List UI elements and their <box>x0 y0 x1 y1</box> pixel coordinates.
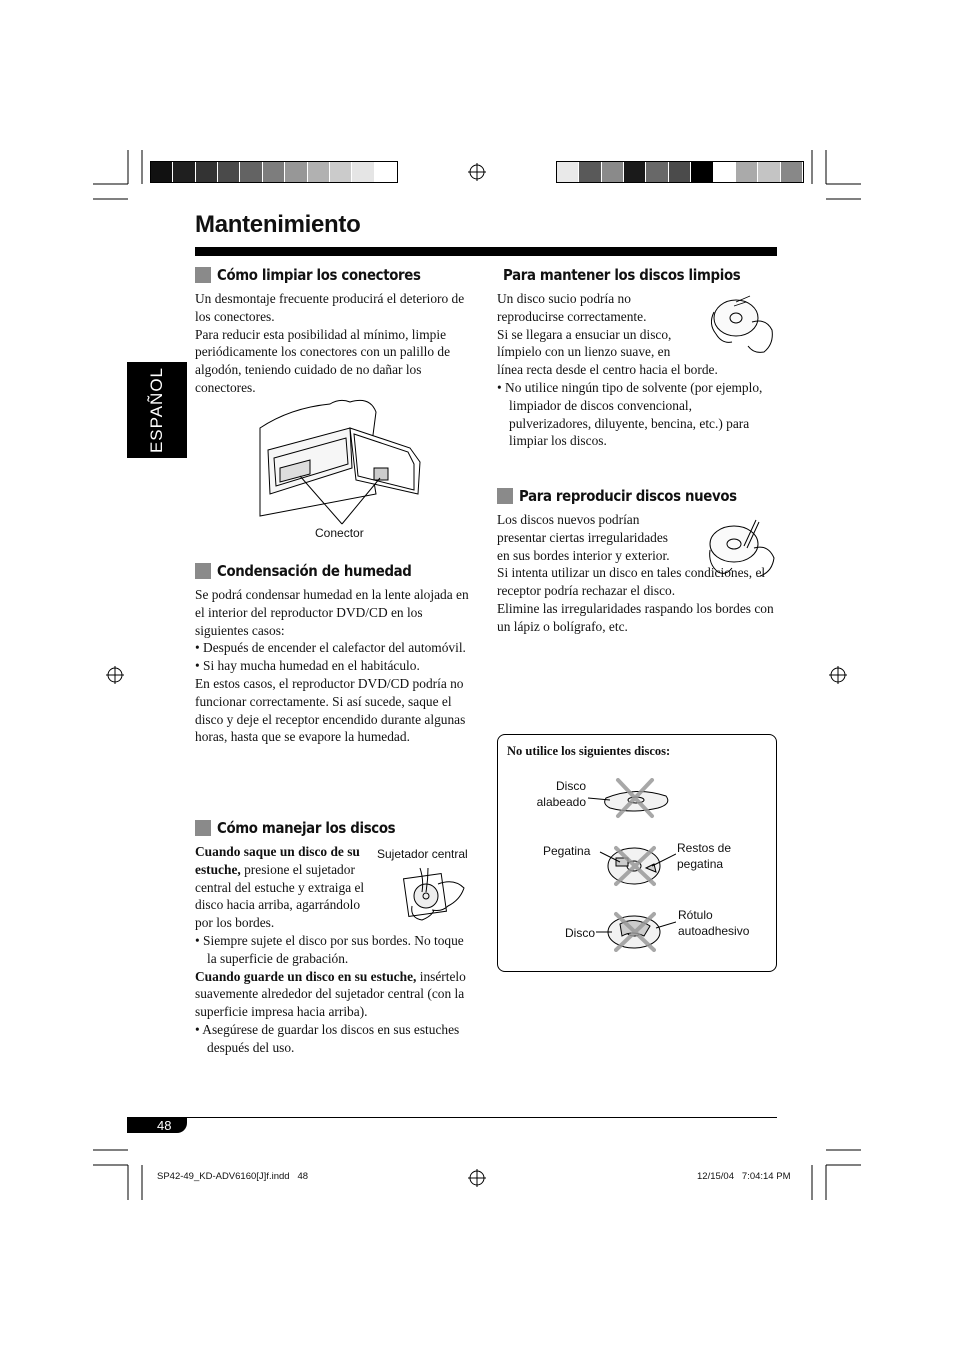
color-swatch <box>218 162 240 182</box>
paragraph-line: presentar ciertas irregularidades <box>497 529 669 545</box>
label-disco-alabeado: Disco alabeado <box>536 779 586 809</box>
heading-square-icon <box>497 488 513 504</box>
paragraph-line: límpielo con un lienzo suave, en <box>497 344 671 360</box>
disc-case-hand-illustration <box>402 866 468 924</box>
color-bar-right <box>556 161 804 183</box>
bold-lead: Cuando saque un disco de su estuche, <box>195 844 360 877</box>
heading-text: Cómo limpiar los conectores <box>217 266 421 284</box>
bad-discs-illustration <box>586 772 676 958</box>
footer-rule <box>127 1117 777 1118</box>
color-bar-left <box>150 161 398 183</box>
section-heading <box>195 562 475 580</box>
color-swatch <box>308 162 330 182</box>
paragraph: Se podrá condensar humedad en la lente alojada en el interior del reproductor DVD/CD en los siguientes casos: <box>195 587 469 638</box>
connector-illustration <box>250 398 430 526</box>
section-condensacion <box>195 562 475 746</box>
color-swatch <box>646 162 668 182</box>
paragraph-line: Si intenta utilizar un disco en tales condiciones, el receptor podría rechazar el disco. <box>497 565 766 599</box>
color-swatch <box>579 162 601 182</box>
color-swatch <box>557 162 579 182</box>
paragraph <box>195 843 370 932</box>
bullet-item: • Si hay mucha humedad en el habitáculo. <box>195 658 420 674</box>
bullet-item: • Después de encender el calefactor del automóvil. <box>195 640 466 656</box>
color-swatch <box>758 162 780 182</box>
color-swatch <box>624 162 646 182</box>
label-pegatina: Pegatina <box>543 844 591 858</box>
paragraph-text: presione el sujetador central del estuche y extraiga el disco hacia arriba, agarrándolo por los bordes. <box>195 861 365 931</box>
color-swatch <box>669 162 691 182</box>
paragraph: En estos casos, el reproductor DVD/CD podría no funcionar correctamente. Si así sucede, saque el disco y deje el receptor encendido durante algunas horas, hasta que se evapore la humedad. <box>195 675 466 745</box>
color-swatch <box>781 162 803 182</box>
title-rule <box>195 247 777 256</box>
label-restos-pegatina: Restos de pegatina <box>677 841 732 871</box>
color-swatch <box>602 162 624 182</box>
section-heading <box>195 819 475 837</box>
paragraph-line: Los discos nuevos podrían <box>497 512 640 527</box>
label-disco: Disco <box>565 926 596 940</box>
bullet-item: • No utilice ningún tipo de solvente (por ejemplo, limpiador de discos convencional, pulverizadores, diluyente, bencina, etc.) para limpiar los discos. <box>497 379 763 449</box>
paragraph-text: insértelo suavemente alrededor del sujetador central (con la superficie impresa hacia arriba). <box>195 968 466 1020</box>
heading-square-icon <box>195 563 211 579</box>
label-rotulo-autoadhesivo: Rótulo autoadhesivo <box>678 908 750 938</box>
section-heading <box>195 266 475 284</box>
paragraph: Para reducir esta posibilidad al mínimo, limpie periódicamente los conectores con un palillo de algodón, teniendo cuidado de no dañar los conectores. <box>195 326 451 395</box>
footer-timestamp: 12/15/04 7:04:14 PM <box>697 1171 791 1182</box>
section-heading <box>497 266 777 284</box>
paragraph-line: reproducirse correctamente. <box>497 308 647 324</box>
warning-box-title: No utilice los siguientes discos: <box>507 744 671 758</box>
color-swatch <box>330 162 352 182</box>
color-swatch <box>151 162 173 182</box>
color-swatch <box>263 162 285 182</box>
section-heading <box>497 487 777 505</box>
paragraph-line: en sus bordes interior y exterior. <box>497 547 670 563</box>
heading-square-icon <box>195 820 211 836</box>
footer-filename: SP42-49_KD-ADV6160[J]f.indd 48 <box>157 1171 309 1182</box>
color-swatch <box>196 162 218 182</box>
color-swatch <box>240 162 262 182</box>
bullet-item: • Asegúrese de guardar los discos en sus estuches después del uso. <box>195 1021 460 1055</box>
language-tab-label: ESPAÑOL <box>147 366 166 454</box>
language-tab <box>127 362 187 458</box>
figure-label-sujetador: Sujetador central <box>377 847 468 861</box>
paragraph <box>195 968 475 1021</box>
bold-lead: Cuando guarde un disco en su estuche, <box>195 968 417 984</box>
paragraph-line: Si se llegara a ensuciar un disco, <box>497 326 672 342</box>
page-number: 48 <box>157 1118 172 1133</box>
paragraph: Un desmontaje frecuente producirá el deterioro de los conectores. <box>195 291 465 324</box>
heading-text: Cómo manejar los discos <box>217 819 396 837</box>
paragraph-line: Un disco sucio podría no <box>497 291 631 306</box>
page-title: Mantenimiento <box>195 211 361 238</box>
heading-text: Para mantener los discos limpios <box>503 266 741 284</box>
figure-label-conector: Conector <box>315 526 364 540</box>
color-swatch <box>352 162 374 182</box>
color-swatch <box>173 162 195 182</box>
paragraph-line: línea recta desde el centro hacia el borde. <box>497 362 718 378</box>
color-swatch <box>375 162 397 182</box>
color-swatch <box>736 162 758 182</box>
heading-text: Para reproducir discos nuevos <box>519 487 737 505</box>
bullet-item: • Siempre sujete el disco por sus bordes. No toque la superficie de grabación. <box>195 932 464 966</box>
color-swatch <box>714 162 736 182</box>
color-swatch <box>285 162 307 182</box>
heading-text: Condensación de humedad <box>217 562 412 580</box>
page-number-tab <box>127 1118 187 1133</box>
section-limpiar-conectores <box>195 266 475 397</box>
paragraph: Elimine las irregularidades raspando los bordes con un lápiz o bolígrafo, etc. <box>497 600 774 634</box>
disc-cleaning-illustration <box>706 292 778 358</box>
heading-square-icon <box>195 267 211 283</box>
color-swatch <box>691 162 713 182</box>
disc-pencil-illustration <box>704 516 778 582</box>
